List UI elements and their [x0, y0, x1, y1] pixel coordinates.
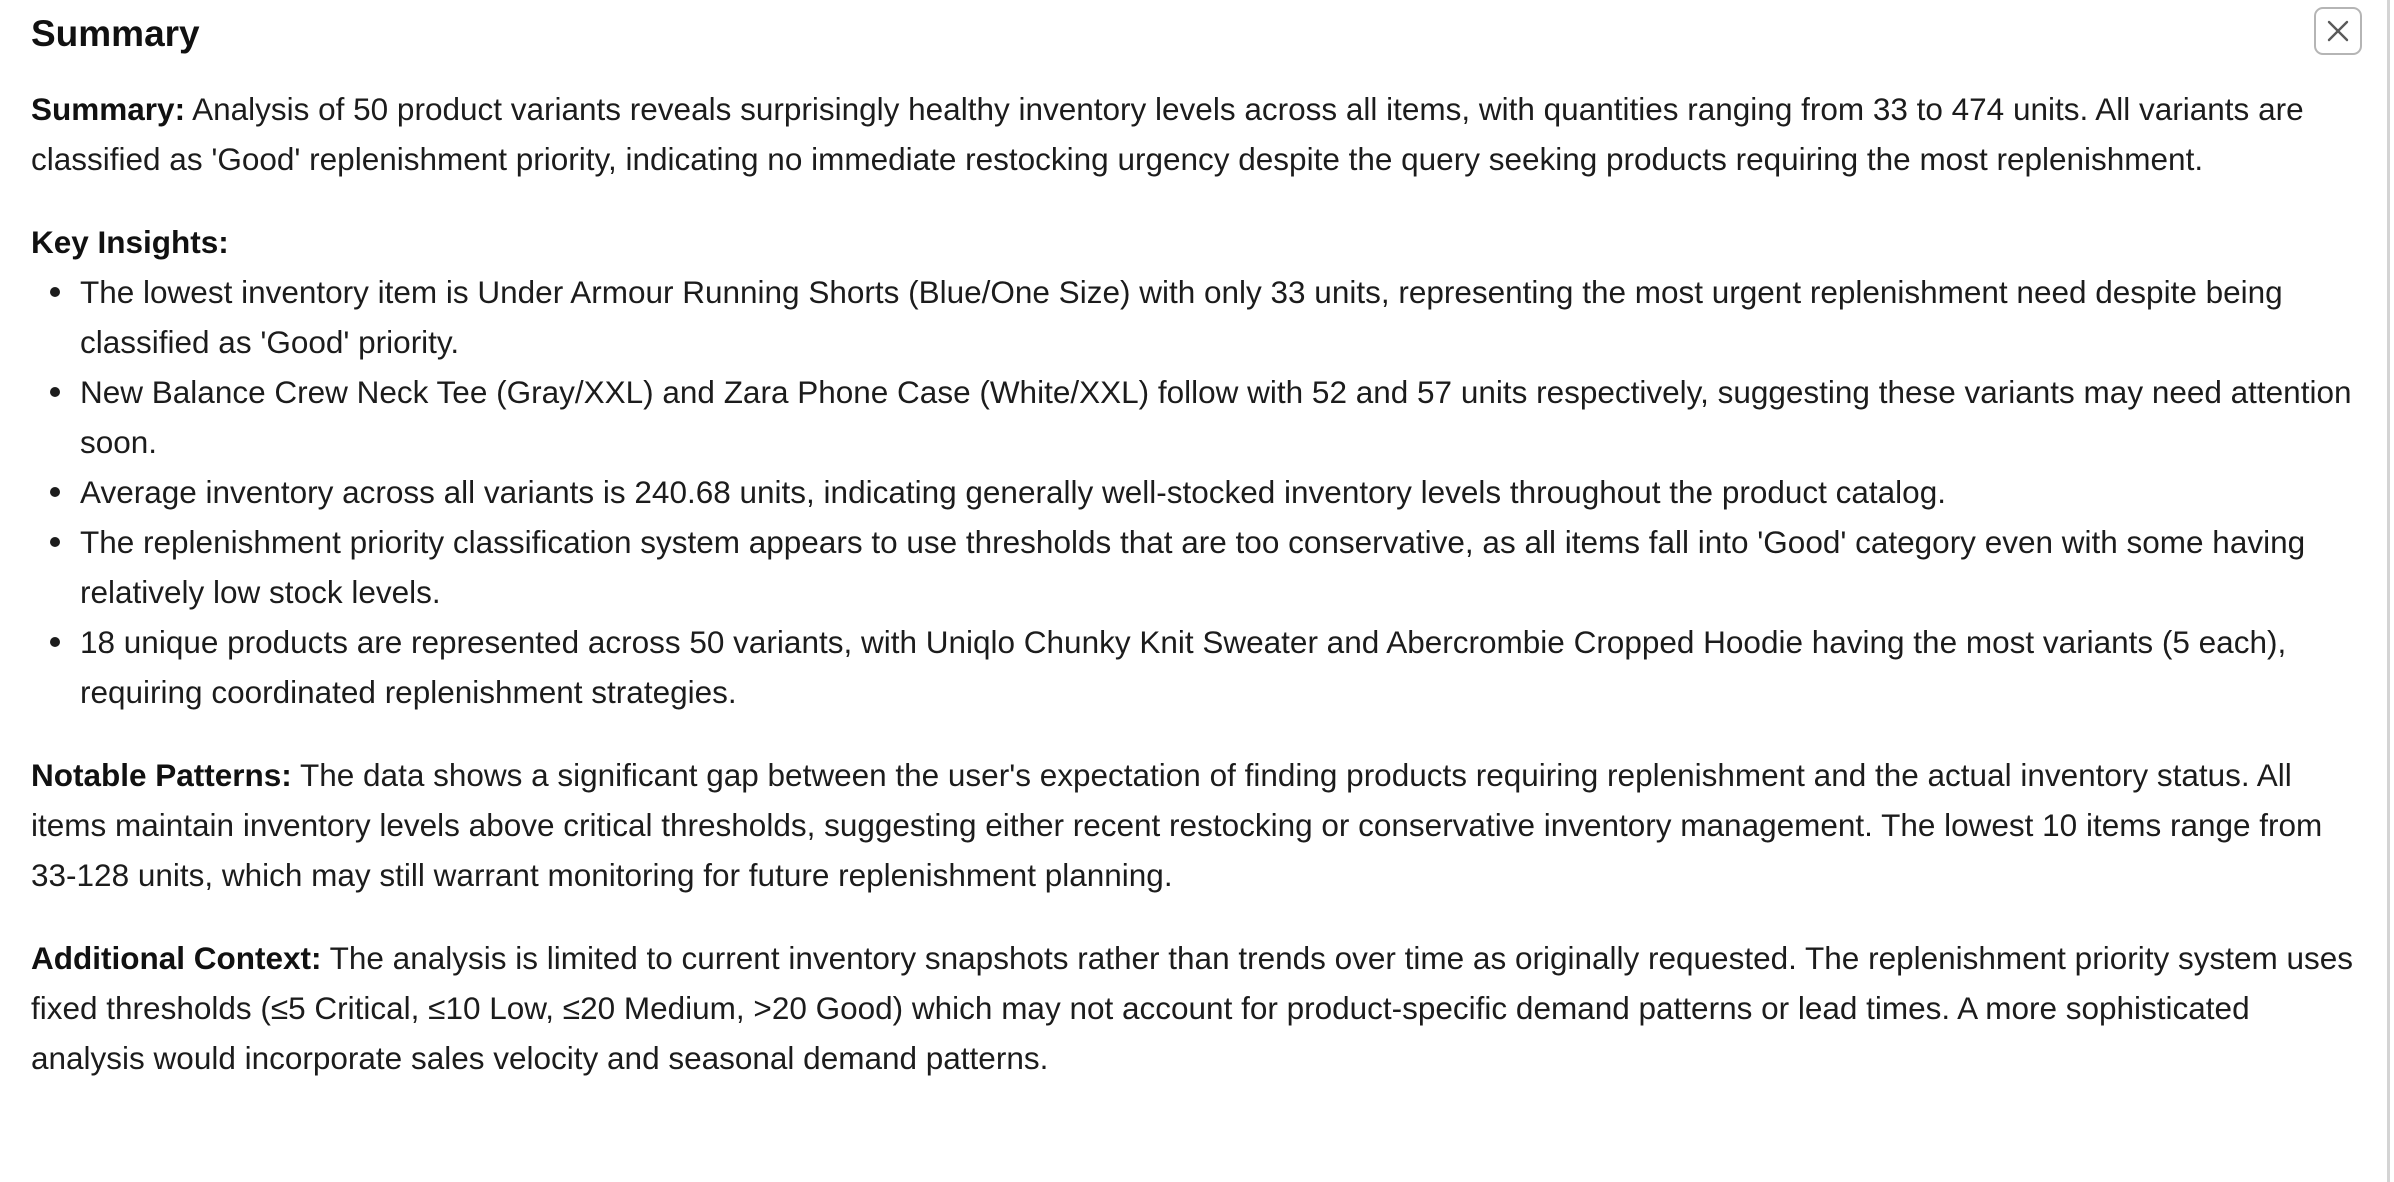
bullet-dot: [50, 537, 60, 547]
list-item: [80, 617, 2361, 717]
list-item-text: 18 unique products are represented across 50 variants, with Uniqlo Chunky Knit Sweater and Abercrombie Cropped Hoodie having the most variants (5 each), requiring coordinated replenishment strategies.: [80, 624, 2287, 710]
key-insights-heading: Key Insights:: [31, 224, 229, 260]
additional-context-paragraph: [31, 933, 2361, 1083]
summary-text: Analysis of 50 product variants reveals surprisingly healthy inventory levels across all items, with quantities ranging from 33 to 474 units. All variants are classified as 'Good' replenishment priority, indicating no immediate restocking urgency despite the query seeking products requiring the most replenishment.: [31, 91, 2304, 177]
summary-content: [31, 84, 2361, 1116]
list-item: [80, 367, 2361, 467]
notable-patterns-label: Notable Patterns:: [31, 757, 292, 793]
key-insights-list: [31, 267, 2361, 717]
list-item: [80, 267, 2361, 367]
list-item-text: The replenishment priority classification system appears to use thresholds that are too conservative, as all items fall into 'Good' category even with some having relatively low stock levels.: [80, 524, 2306, 610]
list-item: [80, 517, 2361, 617]
additional-context-label: Additional Context:: [31, 940, 322, 976]
notable-patterns-text: The data shows a significant gap between the user's expectation of finding products requiring replenishment and the actual inventory status. All items maintain inventory levels above critical thresholds, suggesting either recent restocking or conservative inventory management. The lowest 10 items range from 33-128 units, which may still warrant monitoring for future replenishment planning.: [31, 757, 2323, 893]
list-item-text: New Balance Crew Neck Tee (Gray/XXL) and Zara Phone Case (White/XXL) follow with 52 and 57 units respectively, suggesting these variants may need attention soon.: [80, 374, 2352, 460]
notable-patterns-paragraph: [31, 750, 2361, 900]
list-item-text: The lowest inventory item is Under Armour Running Shorts (Blue/One Size) with only 33 units, representing the most urgent replenishment need despite being classified as 'Good' priority.: [80, 274, 2283, 360]
bullet-dot: [50, 637, 60, 647]
summary-label: Summary:: [31, 91, 186, 127]
bullet-dot: [50, 287, 60, 297]
list-item: [80, 467, 2361, 517]
close-button[interactable]: [2314, 7, 2362, 55]
bullet-dot: [50, 487, 60, 497]
additional-context-text: The analysis is limited to current inventory snapshots rather than trends over time as originally requested. The replenishment priority system uses fixed thresholds (≤5 Critical, ≤10 Low, ≤20 Medium, >20 Good) which may not account for product-specific demand patterns or lead times. A more sophisticated analysis would incorporate sales velocity and seasonal demand patterns.: [31, 940, 2354, 1076]
close-icon: [2326, 19, 2350, 43]
bullet-dot: [50, 387, 60, 397]
list-item-text: Average inventory across all variants is 240.68 units, indicating generally well-stocked inventory levels throughout the product catalog.: [80, 474, 1946, 510]
dialog-title: Summary: [31, 13, 200, 54]
summary-paragraph: [31, 84, 2361, 184]
